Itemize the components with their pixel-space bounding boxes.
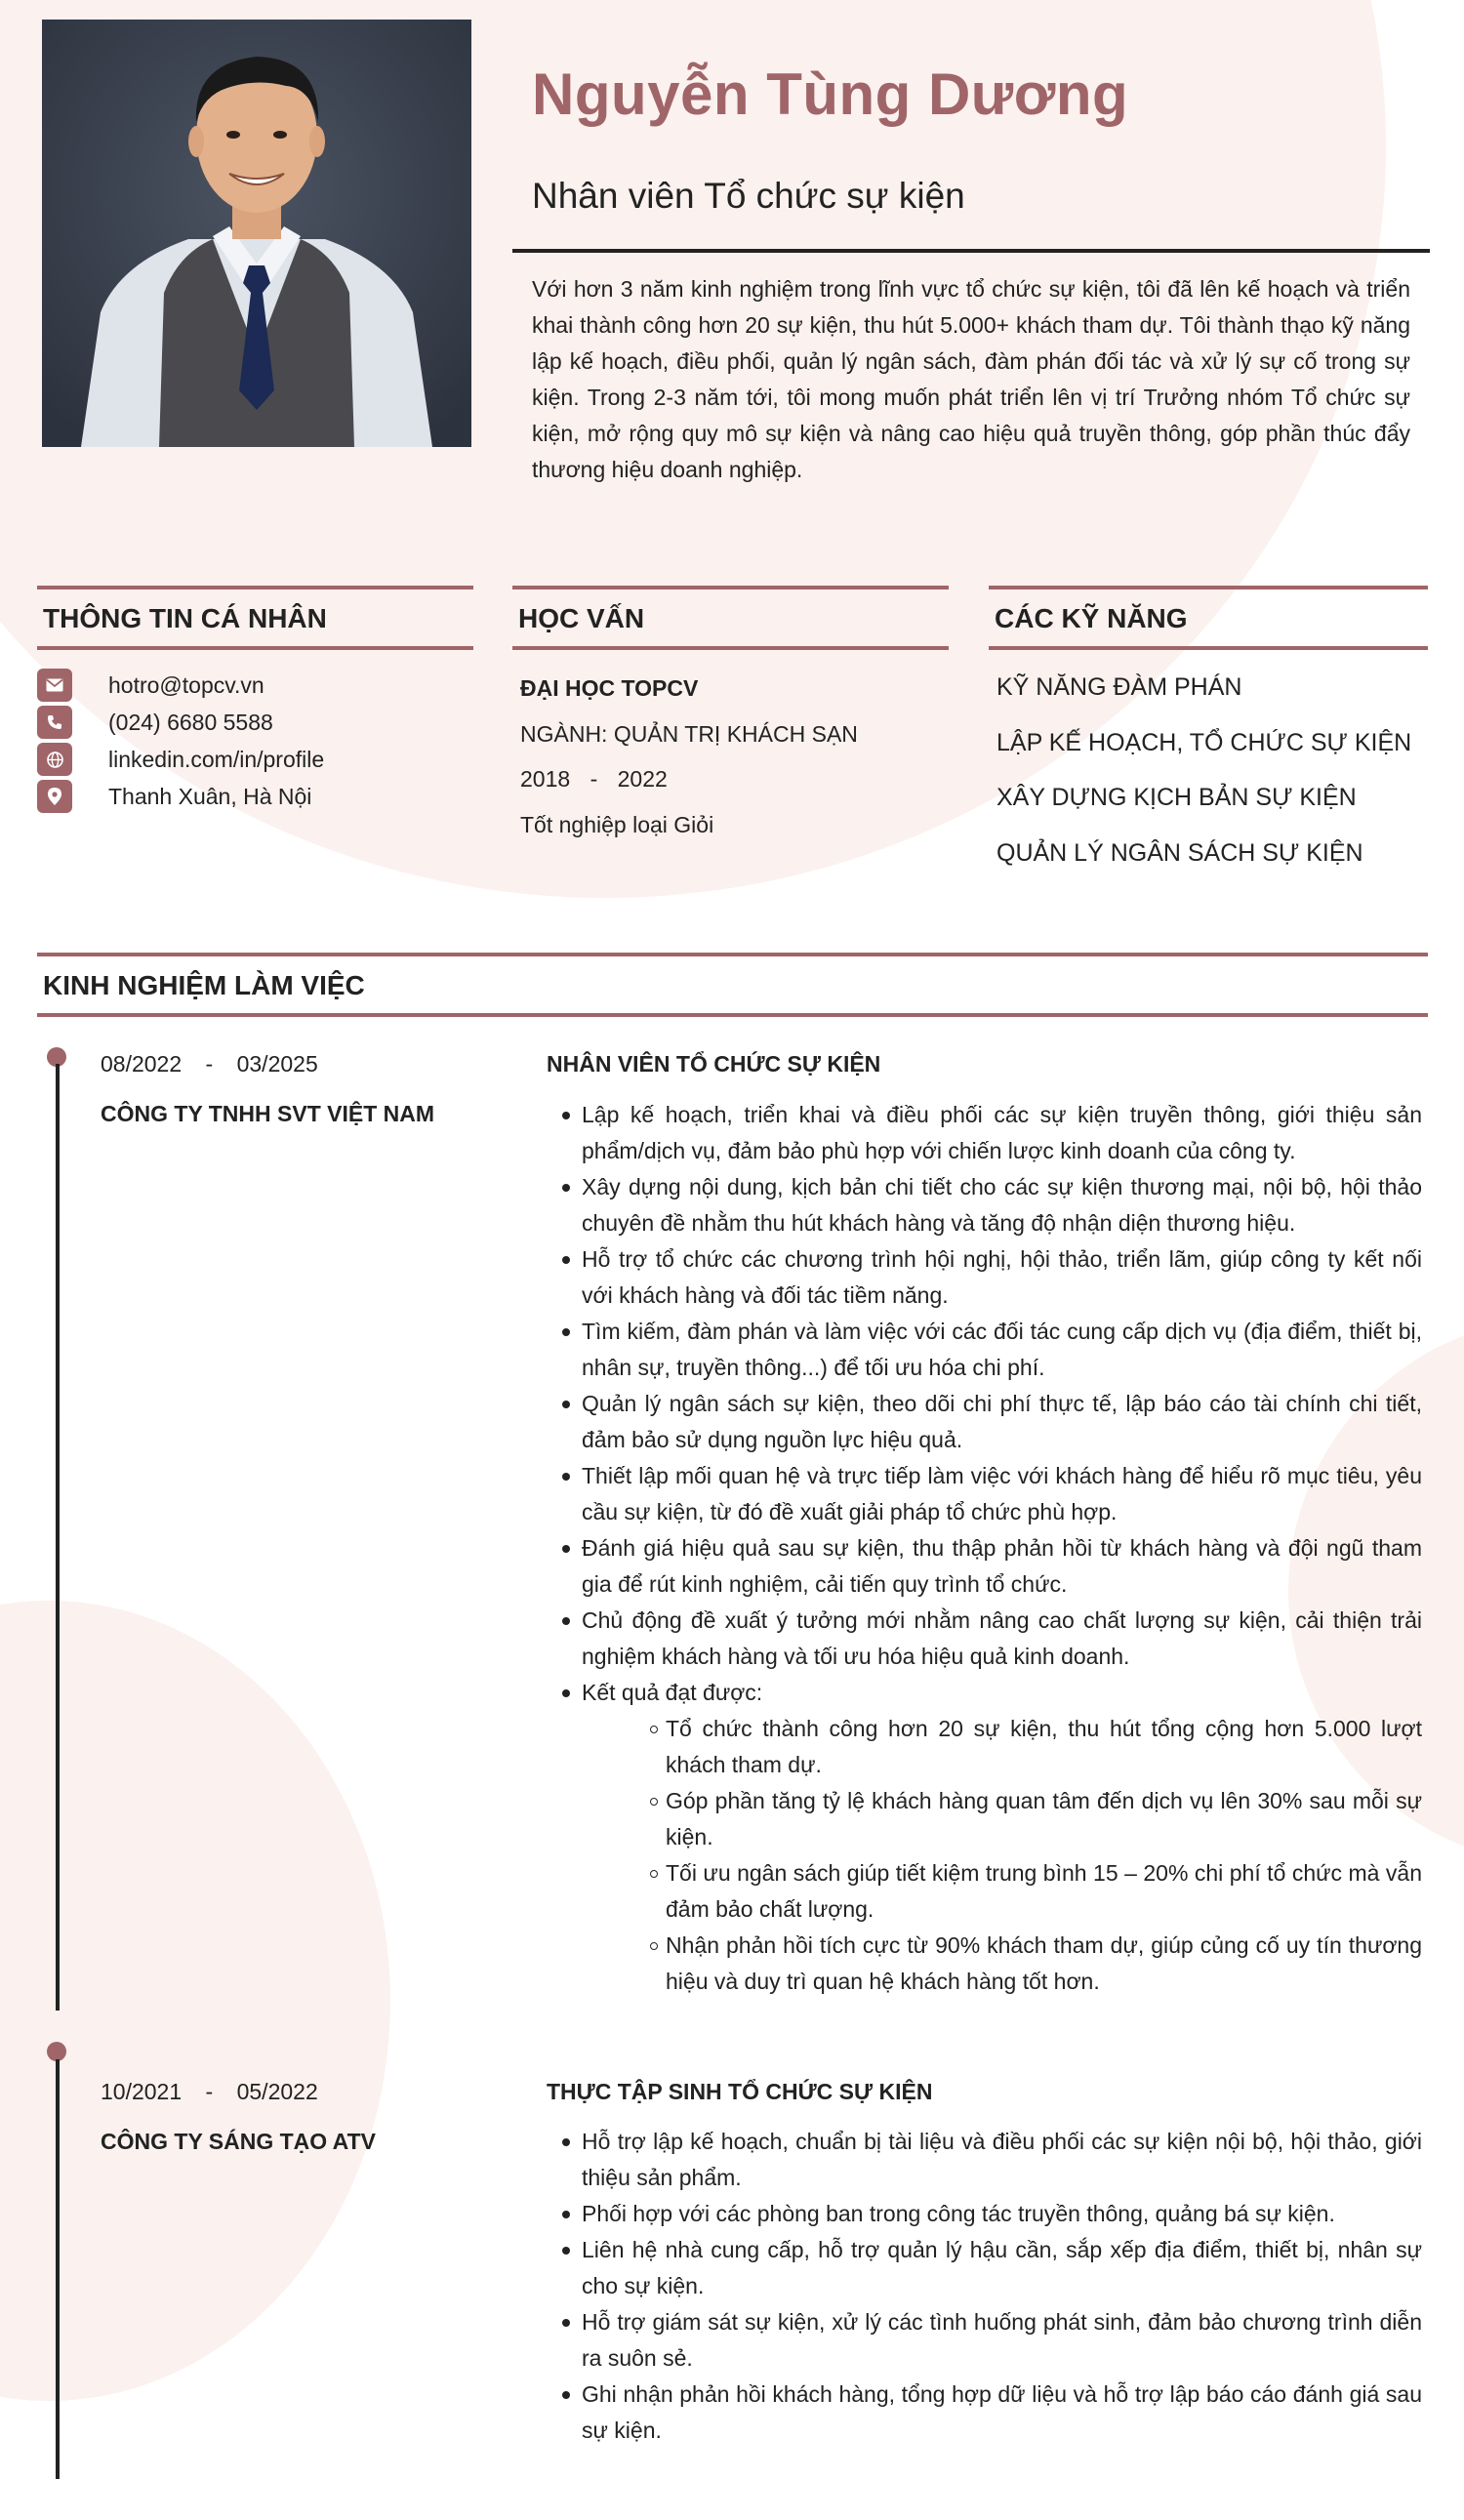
contact-address <box>37 781 312 812</box>
phone-text[interactable]: (024) 6680 5588 <box>108 709 273 735</box>
contact-website <box>37 744 325 775</box>
profile-photo <box>42 20 471 447</box>
education-major: NGÀNH: QUẢN TRỊ KHÁCH SẠN <box>520 721 858 747</box>
education-end: 2022 <box>617 766 668 792</box>
list-item: Đánh giá hiệu quả sau sự kiện, thu thập phản hồi từ khách hàng và đội ngũ tham gia để rút kinh nghiệm, cải tiến quy trình tổ chức. <box>562 1530 1422 1603</box>
location-icon <box>37 780 72 813</box>
results-label: Kết quả đạt được: <box>582 1680 763 1705</box>
list-item: Hỗ trợ tổ chức các chương trình hội nghị, hội thảo, triển lãm, giúp công ty kết nối với khách hàng và đối tác tiềm năng. <box>562 1241 1422 1314</box>
list-item: Quản lý ngân sách sự kiện, theo dõi chi phí thực tế, lập báo cáo tài chính chi tiết, đảm bảo sử dụng nguồn lực hiệu quả. <box>562 1386 1422 1458</box>
education-result: Tốt nghiệp loại Giỏi <box>520 812 714 837</box>
job-company: CÔNG TY SÁNG TẠO ATV <box>101 2129 376 2154</box>
job-separator: - <box>205 1051 214 1077</box>
job-separator: - <box>205 2079 214 2104</box>
list-item: Tìm kiếm, đàm phán và làm việc với các đối tác cung cấp dịch vụ (địa điểm, thiết bị, nhân sự, truyền thông...) để tối ưu hóa chi phí. <box>562 1314 1422 1386</box>
section-title: CÁC KỸ NĂNG <box>995 603 1188 633</box>
section-experience <box>37 953 1428 1017</box>
candidate-name: Nguyễn Tùng Dương <box>532 61 1129 127</box>
website-text[interactable]: linkedin.com/in/profile <box>108 746 325 772</box>
results-list <box>582 1711 1422 2000</box>
address-text: Thanh Xuân, Hà Nội <box>108 783 312 809</box>
contact-email <box>37 670 264 701</box>
phone-icon <box>37 706 72 739</box>
job-end: 05/2022 <box>236 2079 318 2104</box>
education-separator: - <box>590 766 598 792</box>
title-divider <box>512 249 1430 253</box>
job-company: CÔNG TY TNHH SVT VIỆT NAM <box>101 1101 435 1126</box>
education-start: 2018 <box>520 766 571 792</box>
section-education <box>512 586 949 650</box>
list-item: Liên hệ nhà cung cấp, hỗ trợ quản lý hậu cần, sắp xếp địa điểm, thiết bị, nhân sự cho sự kiện. <box>562 2232 1422 2304</box>
list-item: Hỗ trợ lập kế hoạch, chuẩn bị tài liệu và điều phối các sự kiện nội bộ, hội thảo, giới thiệu sản phẩm. <box>562 2124 1422 2196</box>
education-school: ĐẠI HỌC TOPCV <box>520 675 699 701</box>
list-item: Xây dựng nội dung, kịch bản chi tiết cho các sự kiện thương mại, nội bộ, hội thảo chuyên đề nhằm thu hút khách hàng và tăng độ nhận diện thương hiệu. <box>562 1169 1422 1241</box>
job-start: 08/2022 <box>101 1051 183 1077</box>
email-icon <box>37 669 72 702</box>
job-start: 10/2021 <box>101 2079 183 2104</box>
job-responsibilities <box>562 1097 1422 2000</box>
job-end: 03/2025 <box>236 1051 318 1077</box>
section-title: THÔNG TIN CÁ NHÂN <box>43 603 327 633</box>
timeline-line <box>56 2059 60 2479</box>
list-item: Thiết lập mối quan hệ và trực tiếp làm việc với khách hàng để hiểu rõ mục tiêu, yêu cầu sự kiện, từ đó đề xuất giải pháp tổ chức phù hợp. <box>562 1458 1422 1530</box>
list-item: Chủ động đề xuất ý tưởng mới nhằm nâng cao chất lượng sự kiện, cải thiện trải nghiệm khách hàng và tối ưu hóa hiệu quả kinh doanh. <box>562 1603 1422 1675</box>
job-role: THỰC TẬP SINH TỔ CHỨC SỰ KIỆN <box>547 2079 933 2104</box>
skill-item: XÂY DỰNG KỊCH BẢN SỰ KIỆN <box>996 784 1357 811</box>
globe-icon <box>37 743 72 776</box>
result-item: Tối ưu ngân sách giúp tiết kiệm trung bình 15 – 20% chi phí tổ chức mà vẫn đảm bảo chất lượng. <box>650 1855 1422 1928</box>
job-responsibilities <box>562 2124 1422 2449</box>
job-period <box>101 2079 318 2105</box>
section-title: HỌC VẤN <box>518 603 645 633</box>
list-item: Phối hợp với các phòng ban trong công tác truyền thông, quảng bá sự kiện. <box>562 2196 1422 2232</box>
skill-item: QUẢN LÝ NGÂN SÁCH SỰ KIỆN <box>996 839 1363 867</box>
skill-item: KỸ NĂNG ĐÀM PHÁN <box>996 673 1242 701</box>
results-item <box>562 1675 1422 2000</box>
section-skills <box>989 586 1428 650</box>
section-personal-info <box>37 586 473 650</box>
job-period <box>101 1051 318 1077</box>
job-title: Nhân viên Tổ chức sự kiện <box>532 176 965 216</box>
person-portrait-icon <box>42 20 471 447</box>
result-item: Góp phần tăng tỷ lệ khách hàng quan tâm đến dịch vụ lên 30% sau mỗi sự kiện. <box>650 1783 1422 1855</box>
timeline-dot <box>47 2042 66 2061</box>
list-item: Ghi nhận phản hồi khách hàng, tổng hợp dữ liệu và hỗ trợ lập báo cáo đánh giá sau sự kiện. <box>562 2377 1422 2449</box>
section-title: KINH NGHIỆM LÀM VIỆC <box>43 970 365 1000</box>
job-role: NHÂN VIÊN TỔ CHỨC SỰ KIỆN <box>547 1051 881 1077</box>
contact-phone <box>37 707 273 738</box>
career-summary: Với hơn 3 năm kinh nghiệm trong lĩnh vực tổ chức sự kiện, tôi đã lên kế hoạch và triển khai thành công hơn 20 sự kiện, thu hút 5.000+ khách tham dự. Tôi thành thạo kỹ năng lập kế hoạch, điều phối, quản lý ngân sách, đàm phán đối tác và xử lý sự cố trong sự kiện. Trong 2-3 năm tới, tôi mong muốn phát triển lên vị trí Trưởng nhóm Tổ chức sự kiện, mở rộng quy mô sự kiện và nâng cao hiệu quả truyền thông, góp phần thúc đẩy thương hiệu doanh nghiệp. <box>532 276 1410 482</box>
result-item: Tổ chức thành công hơn 20 sự kiện, thu hút tổng cộng hơn 5.000 lượt khách tham dự. <box>650 1711 1422 1783</box>
result-item: Nhận phản hồi tích cực từ 90% khách tham dự, giúp củng cố uy tín thương hiệu và duy trì quan hệ khách hàng tốt hơn. <box>650 1928 1422 2000</box>
list-item: Lập kế hoạch, triển khai và điều phối các sự kiện truyền thông, giới thiệu sản phẩm/dịch vụ, đảm bảo phù hợp với chiến lược kinh doanh của công ty. <box>562 1097 1422 1169</box>
email-text[interactable]: hotro@topcv.vn <box>108 671 264 698</box>
education-period <box>520 766 668 793</box>
list-item: Hỗ trợ giám sát sự kiện, xử lý các tình huống phát sinh, đảm bảo chương trình diễn ra suôn sẻ. <box>562 2304 1422 2377</box>
skill-item: LẬP KẾ HOẠCH, TỔ CHỨC SỰ KIỆN <box>996 729 1412 756</box>
timeline-line <box>56 1064 60 2011</box>
